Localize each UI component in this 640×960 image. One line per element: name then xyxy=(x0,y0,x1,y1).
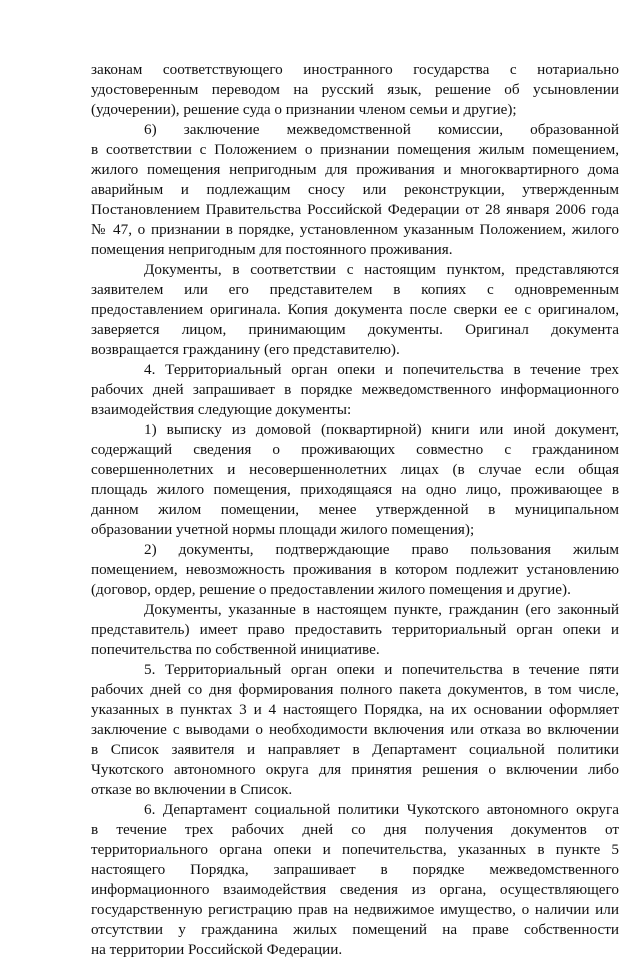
document-text-line: информационного взаимодействия сведения из органа, осуществляющего xyxy=(91,881,619,898)
document-text-line: 6) заключение межведомственной комиссии, образованной xyxy=(144,121,619,138)
document-text-line: 2) документы, подтверждающие право пользования жилым xyxy=(144,541,619,558)
document-text-line: данном жилом помещении, менее утвержденной в муниципальном xyxy=(91,501,619,518)
document-text-line: рабочих дней со дня формирования полного пакета документов, в том числе, xyxy=(91,681,619,698)
document-text-line: в течение трех рабочих дней со дня получения документов от xyxy=(91,821,619,838)
document-text-line: удостоверенным переводом на русский язык, решение об усыновлении xyxy=(91,81,619,98)
document-text-line: 5. Территориальный орган опеки и попечительства в течение пяти xyxy=(144,661,619,678)
document-text-line: государственную регистрацию прав на недвижимое имущество, о наличии или xyxy=(91,901,619,918)
document-text-line: отказе во включении в Список. xyxy=(91,781,293,798)
document-text-line: образовании учетной нормы площади жилого помещения); xyxy=(91,521,475,538)
document-text-line: Постановлением Правительства Российской Федерации от 28 января 2006 года xyxy=(91,201,619,218)
document-text-line: помещения непригодным для постоянного проживания. xyxy=(91,241,453,258)
document-text-line: Чукотского автономного округа для принятия решения о включении либо xyxy=(91,761,619,778)
document-text-line: заключение с выводами о необходимости включения или отказа во включении xyxy=(91,721,619,738)
document-text-line: территориального органа опеки и попечительства, указанных в пункте 5 xyxy=(91,841,619,858)
document-text-line: площадь жилого помещения, приходящаяся на одно лицо, проживающее в xyxy=(91,481,619,498)
document-text-line: содержащий сведения о проживающих совместно с гражданином xyxy=(91,441,619,458)
document-text-line: попечительства по собственной инициативе. xyxy=(91,641,380,658)
document-text-line: законам соответствующего иностранного государства с нотариально xyxy=(91,61,619,78)
document-text-line: отсутствии у гражданина жилых помещений на праве собственности xyxy=(91,921,619,938)
document-text-line: представитель) имеет право предоставить территориальный орган опеки и xyxy=(91,621,619,638)
document-text-line: 6. Департамент социальной политики Чукотского автономного округа xyxy=(144,801,619,818)
document-text-line: указанных в пунктах 3 и 4 настоящего Порядка, на их основании оформляет xyxy=(91,701,619,718)
document-text-line: (удочерении), решение суда о признании членом семьи и другие); xyxy=(91,101,517,118)
document-text-line: в Список заявителя и направляет в Департамент социальной политики xyxy=(91,741,619,758)
document-text-line: помещением, невозможность проживания в котором подлежит установлению xyxy=(91,561,619,578)
document-text-line: 1) выписку из домовой (поквартирной) книги или иной документ, xyxy=(144,421,619,438)
document-text-line: на территории Российской Федерации. xyxy=(91,941,343,958)
document-text-line: в соответствии с Положением о признании помещения жилым помещением, xyxy=(91,141,619,158)
document-text-line: заверяется лицом, принимающим документы. Оригинал документа xyxy=(91,321,619,338)
document-text-line: совершеннолетних и несовершеннолетних лицах (в случае если общая xyxy=(91,461,619,478)
document-text-line: Документы, указанные в настоящем пункте, гражданин (его законный xyxy=(144,601,619,618)
document-text-line: 4. Территориальный орган опеки и попечительства в течение трех xyxy=(144,361,619,378)
document-page xyxy=(91,60,619,960)
document-text-line: Документы, в соответствии с настоящим пунктом, представляются xyxy=(144,261,619,278)
document-text-line: № 47, о признании в порядке, установленном указанным Положением, жилого xyxy=(91,221,619,238)
document-text-line: рабочих дней запрашивает в порядке межведомственного информационного xyxy=(91,381,619,398)
document-text-line: взаимодействия следующие документы: xyxy=(91,401,352,418)
document-text-line: жилого помещения непригодным для проживания и многоквартирного дома xyxy=(91,161,619,178)
document-text-line: заявителем или его представителем в копиях с одновременным xyxy=(91,281,619,298)
document-text-line: возвращается гражданину (его представителю). xyxy=(91,341,400,358)
document-text-line: настоящего Порядка, запрашивает в порядке межведомственного xyxy=(91,861,619,878)
document-text-line: (договор, ордер, решение о предоставлении жилого помещения и другие). xyxy=(91,581,571,598)
document-text-line: аварийным и подлежащим сносу или реконструкции, утвержденным xyxy=(91,181,619,198)
document-text-line: предоставлением оригинала. Копия документа после сверки ее с оригиналом, xyxy=(91,301,619,318)
